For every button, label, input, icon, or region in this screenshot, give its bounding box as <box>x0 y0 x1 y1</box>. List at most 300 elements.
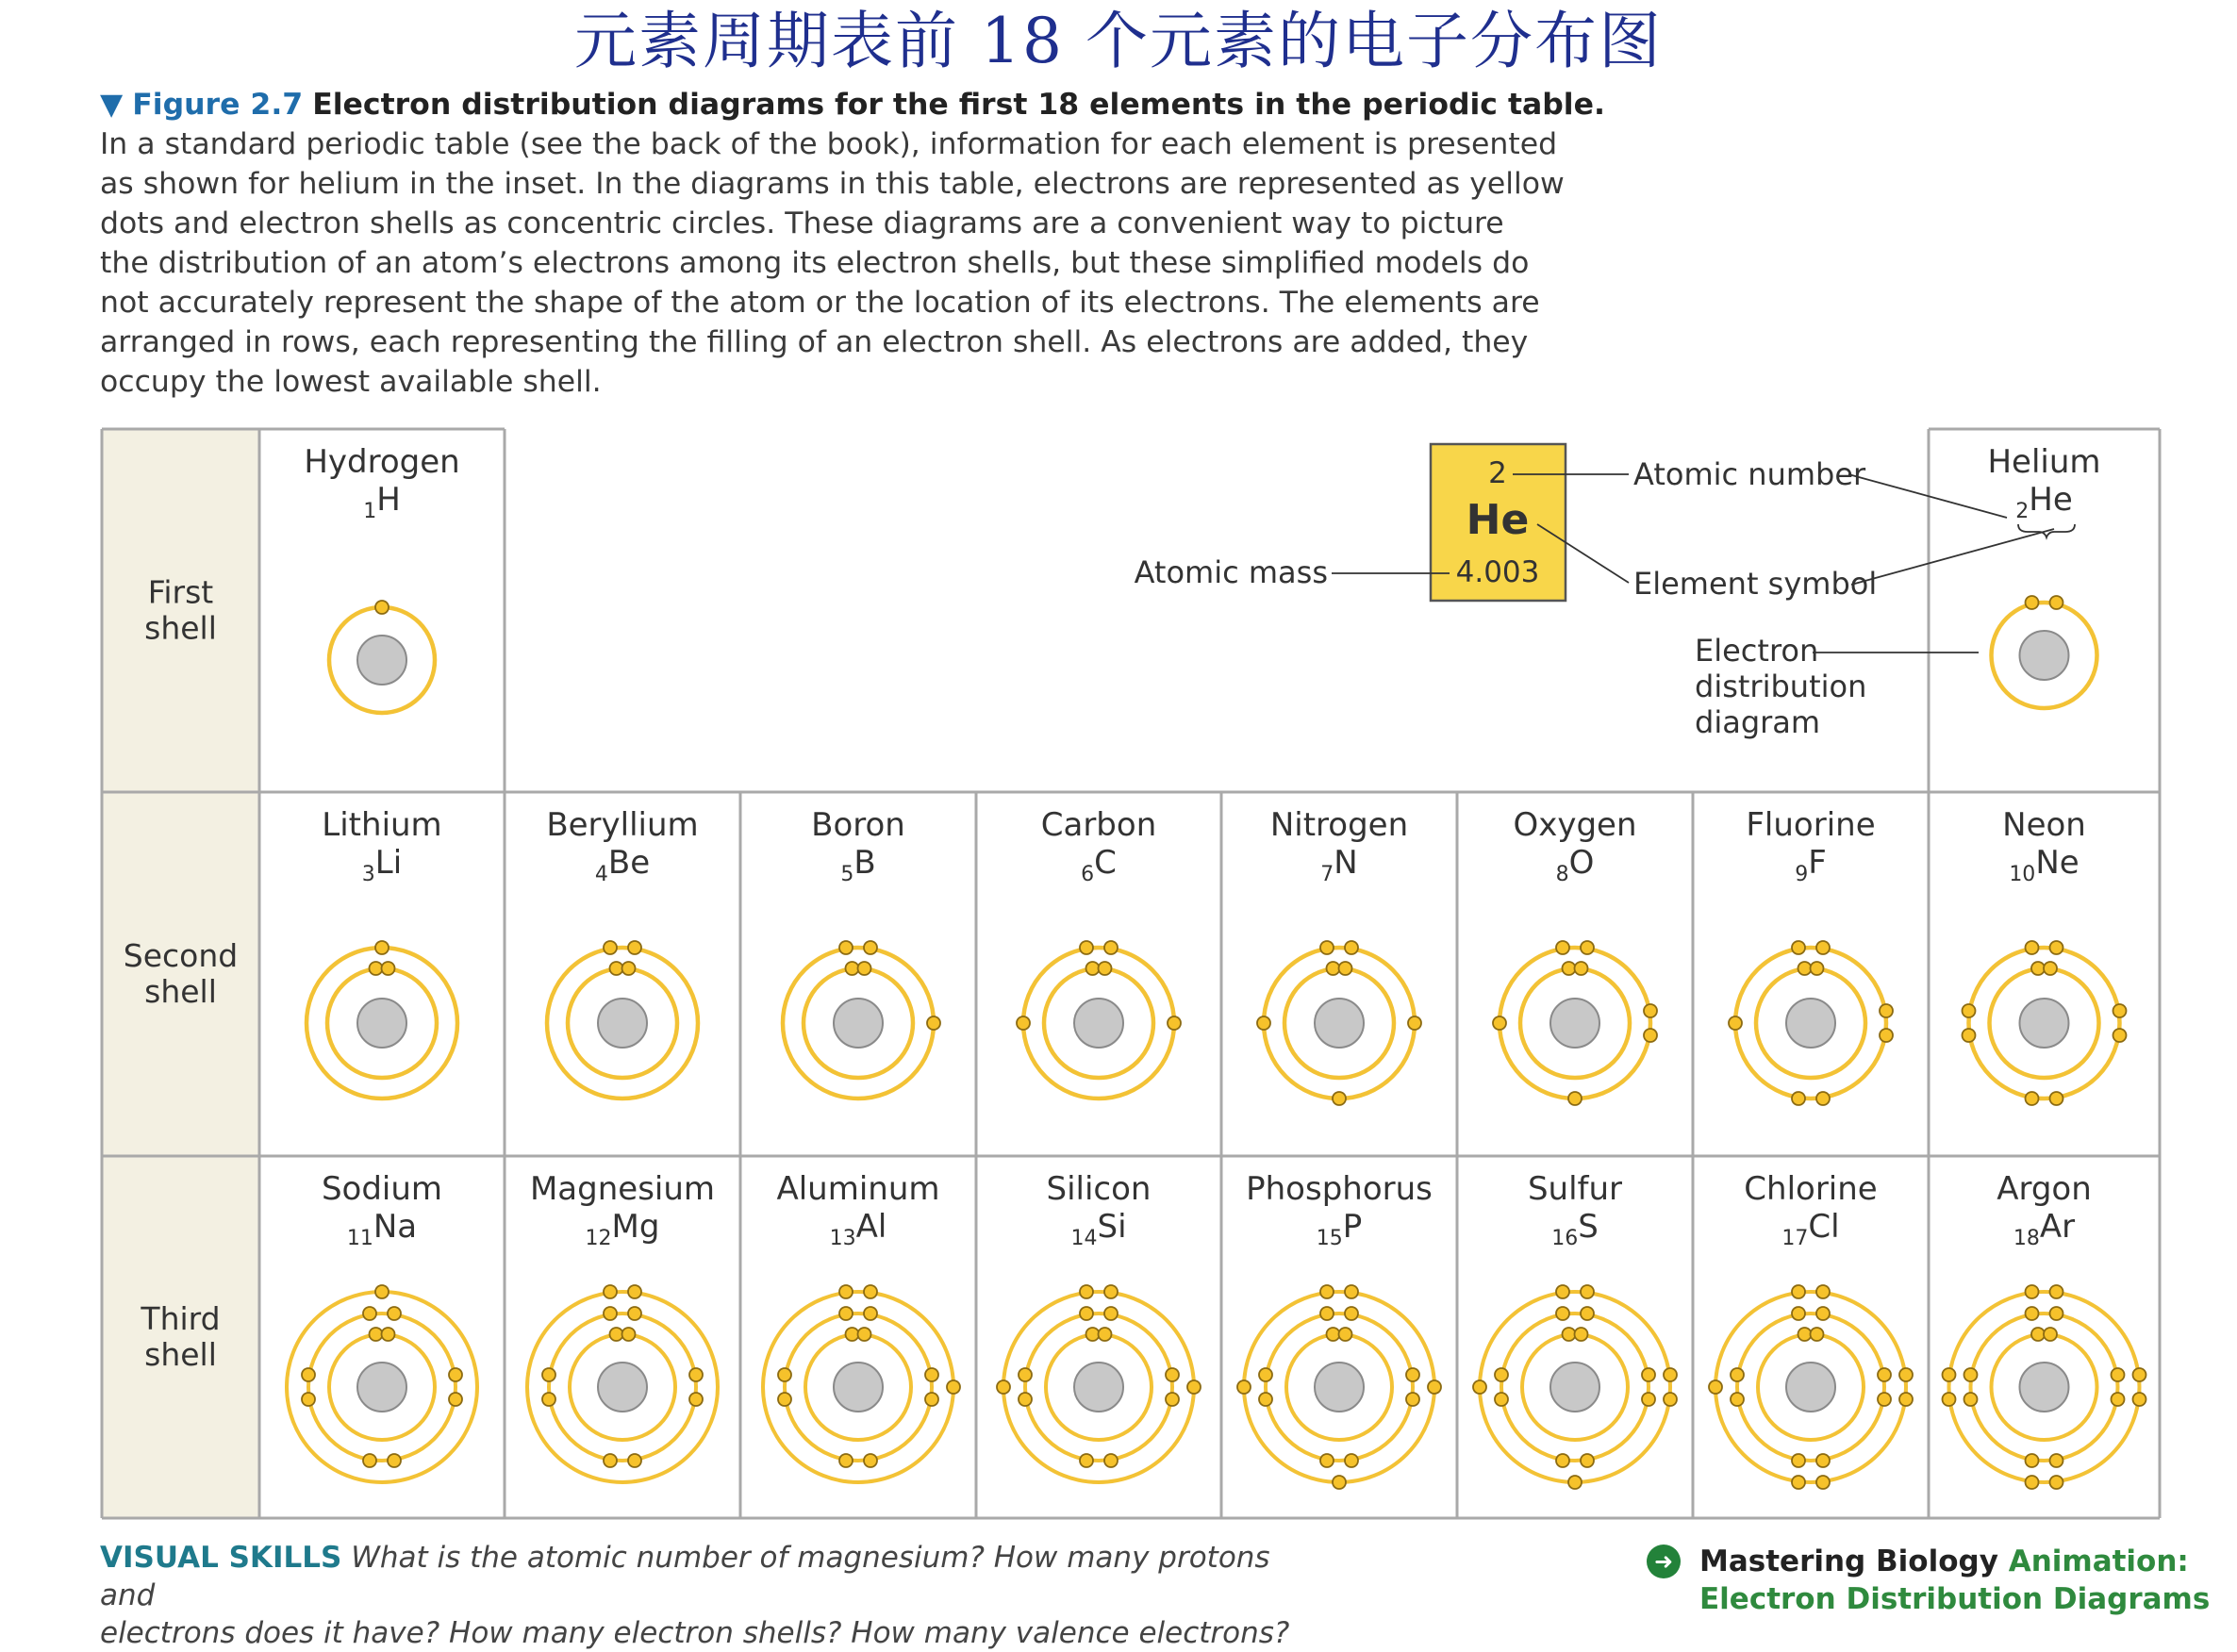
atom-diagram <box>1963 941 2127 1105</box>
electron-dot <box>1816 1307 1830 1320</box>
atomic-number: 14 <box>1070 1227 1098 1250</box>
element-name: Carbon <box>1040 806 1157 844</box>
electron-dot <box>1556 1454 1569 1467</box>
electron-dot <box>604 941 617 954</box>
electron-dot <box>2044 1328 2057 1341</box>
electron-dot <box>302 1368 315 1381</box>
shell-row-label: First <box>147 573 214 611</box>
electron-dot <box>1798 1328 1812 1341</box>
electron-dot <box>2050 1092 2063 1105</box>
atomic-number: 17 <box>1781 1227 1809 1250</box>
electron-dot <box>1880 1004 1893 1017</box>
atom-diagram <box>1473 1285 1677 1489</box>
atom-diagram <box>329 601 435 713</box>
electron-dot <box>864 941 877 954</box>
atomic-number: 12 <box>585 1227 612 1250</box>
electron-dot <box>1792 1476 1805 1489</box>
electron-dot <box>1816 941 1830 954</box>
electron-dot <box>1899 1368 1913 1381</box>
page-heading: 元素周期表前 18 个元素的电子分布图 <box>574 5 1663 77</box>
electron-dot <box>1581 1454 1594 1467</box>
electron-dot <box>604 1454 617 1467</box>
electron-dot <box>1575 962 1588 975</box>
electron-dot <box>302 1393 315 1406</box>
mastering-biology-link[interactable] <box>1647 1543 2212 1618</box>
electron-dot <box>1257 1016 1270 1030</box>
caption-line: not accurately represent the shape of the atom or the location of its electrons. The elements are <box>100 286 1540 320</box>
electron-dot <box>1099 1328 1112 1341</box>
element-symbol-letters: C <box>1094 844 1117 882</box>
electron-dot <box>388 1454 401 1467</box>
electron-dot <box>628 1285 641 1298</box>
nucleus <box>598 999 647 1048</box>
element-symbol <box>347 1208 417 1250</box>
atom-diagram <box>1709 1285 1913 1489</box>
caption-line: the distribution of an atom’s electrons among its electron shells, but these simplified models do <box>100 246 1530 280</box>
electron-dot <box>1327 962 1340 975</box>
electron-dot <box>1080 1307 1093 1320</box>
atom-diagram <box>547 941 698 1099</box>
electron-dot <box>858 1328 871 1341</box>
electron-dot <box>1581 1307 1594 1320</box>
element-name: Lithium <box>322 806 442 844</box>
electron-dot <box>1943 1393 1956 1406</box>
label-distribution: Electron <box>1695 633 1819 669</box>
atomic-number: 2 <box>2015 500 2030 523</box>
electron-dot <box>1320 941 1334 954</box>
element-symbol-letters: O <box>1568 844 1595 882</box>
electron-dot <box>1964 1393 1978 1406</box>
element-symbol-letters: S <box>1578 1208 1599 1246</box>
electron-dot <box>1345 1307 1358 1320</box>
element-cell-boron <box>783 806 940 1099</box>
electron-dot <box>382 962 395 975</box>
atom-diagram <box>287 1285 477 1482</box>
electron-dot <box>2026 1454 2039 1467</box>
electron-dot <box>1664 1393 1677 1406</box>
electron-dot <box>1166 1393 1179 1406</box>
element-symbol-letters: Mg <box>611 1208 660 1246</box>
electron-dot <box>1709 1380 1722 1394</box>
figure-number: Figure 2.7 <box>132 88 304 122</box>
helium-inset <box>1135 444 2075 740</box>
electron-dot <box>1086 962 1100 975</box>
element-symbol <box>586 1208 660 1250</box>
element-name: Hydrogen <box>304 443 460 481</box>
nucleus <box>1550 1363 1599 1412</box>
electron-dot <box>375 941 389 954</box>
element-name: Beryllium <box>546 806 699 844</box>
electron-dot <box>1816 1092 1830 1105</box>
electron-dot <box>1168 1016 1181 1030</box>
element-symbol <box>1081 844 1117 886</box>
electron-dot <box>1899 1393 1913 1406</box>
electron-dot <box>1943 1368 1956 1381</box>
electron-dot <box>1642 1368 1655 1381</box>
element-symbol <box>2015 481 2072 523</box>
element-name: Nitrogen <box>1269 806 1409 844</box>
atomic-number: 13 <box>829 1227 856 1250</box>
element-symbol-letters: Ar <box>2039 1208 2076 1246</box>
element-symbol-letters: B <box>853 844 876 882</box>
atom-diagram <box>1943 1285 2146 1489</box>
electron-dot <box>1556 941 1569 954</box>
electron-dot <box>927 1016 940 1030</box>
nucleus <box>2020 631 2069 680</box>
electron-dot <box>858 962 871 975</box>
element-symbol-letters: He <box>2029 481 2073 519</box>
caption-arrow-icon: ▼ <box>100 88 124 122</box>
element-symbol <box>1317 1208 1363 1250</box>
element-symbol-letters: Ne <box>2035 844 2080 882</box>
element-cell-oxygen <box>1493 806 1657 1105</box>
shell-row-label: shell <box>144 973 217 1010</box>
element-symbol <box>840 844 875 886</box>
element-cell-sodium <box>287 1170 477 1482</box>
atom-diagram <box>1257 941 1421 1105</box>
element-cell-magnesium <box>527 1170 718 1482</box>
electron-dot <box>1237 1380 1251 1394</box>
electron-dot <box>1104 941 1118 954</box>
atom-diagram <box>1992 596 2097 708</box>
electron-dot <box>1811 1328 1824 1341</box>
nucleus <box>1550 999 1599 1048</box>
electron-dot <box>1878 1368 1891 1381</box>
visual-skills-question: What is the atomic number of magnesium? How many protons and <box>100 1541 1270 1612</box>
nucleus <box>357 999 406 1048</box>
caption-line: In a standard periodic table (see the back of the book), information for each element is presented <box>100 127 1558 161</box>
electron-dot <box>628 1454 641 1467</box>
element-cell-lithium <box>307 806 457 1099</box>
electron-dot <box>1320 1307 1334 1320</box>
electron-dot <box>1019 1393 1032 1406</box>
arrow-right-circle-icon: ➜ <box>1647 1545 1681 1578</box>
electron-dot <box>1798 962 1812 975</box>
electron-dot <box>2026 1476 2039 1489</box>
electron-dot <box>1644 1004 1657 1017</box>
electron-dot <box>1878 1393 1891 1406</box>
electron-dot <box>2026 1307 2039 1320</box>
inset-atomic-mass: 4.003 <box>1455 555 1540 589</box>
electron-dot <box>1563 962 1576 975</box>
atomic-number: 11 <box>346 1227 373 1250</box>
electron-dot <box>846 1328 859 1341</box>
atomic-number: 18 <box>2013 1227 2040 1250</box>
caption-line: occupy the lowest available shell. <box>100 365 602 399</box>
element-cell-silicon <box>997 1170 1201 1482</box>
electron-dot <box>1473 1380 1486 1394</box>
electron-dot <box>1568 1476 1582 1489</box>
electron-dot <box>2026 941 2039 954</box>
electron-dot <box>839 1307 853 1320</box>
element-name: Magnesium <box>529 1170 716 1208</box>
electron-dot <box>2113 1004 2127 1017</box>
electron-dot <box>2113 1029 2127 1042</box>
electron-dot <box>1556 1285 1569 1298</box>
element-name: Oxygen <box>1513 806 1637 844</box>
caption-line: arranged in rows, each representing the filling of an electron shell. As electrons are added, they <box>100 325 1529 359</box>
shell-row-label: shell <box>144 1336 217 1373</box>
element-symbol <box>2013 1208 2075 1250</box>
element-cell-neon <box>1963 806 2127 1105</box>
electron-dot <box>864 1285 877 1298</box>
electron-dot <box>1345 1454 1358 1467</box>
electron-dot <box>2050 1454 2063 1467</box>
atomic-number: 10 <box>2009 863 2036 886</box>
electron-dot <box>628 1307 641 1320</box>
electron-dot <box>1642 1393 1655 1406</box>
element-symbol <box>2009 844 2079 886</box>
element-symbol <box>1781 1208 1839 1250</box>
electron-dot <box>1408 1016 1421 1030</box>
element-cell-carbon <box>1017 806 1181 1099</box>
electron-dot <box>839 941 853 954</box>
electron-dot <box>1104 1454 1118 1467</box>
electron-dot <box>778 1393 791 1406</box>
electron-dot <box>947 1380 960 1394</box>
electron-dot <box>1339 962 1352 975</box>
atomic-number: 9 <box>1795 863 1809 886</box>
atom-diagram <box>997 1285 1201 1482</box>
electron-dot <box>370 1328 383 1341</box>
electron-dot <box>2044 962 2057 975</box>
electron-dot <box>1816 1476 1830 1489</box>
mastering-title: Electron Distribution Diagrams <box>1699 1582 2211 1616</box>
atomic-number: 15 <box>1316 1227 1343 1250</box>
electron-dot <box>1963 1004 1976 1017</box>
atomic-number: 8 <box>1555 863 1569 886</box>
atomic-number: 3 <box>361 863 375 886</box>
atomic-number: 5 <box>840 863 854 886</box>
electron-dot <box>689 1368 703 1381</box>
atomic-number: 1 <box>363 500 377 523</box>
element-name: Chlorine <box>1744 1170 1878 1208</box>
electron-dot <box>1428 1380 1441 1394</box>
electron-dot <box>1345 941 1358 954</box>
electron-dot <box>997 1380 1010 1394</box>
electron-dot <box>449 1368 462 1381</box>
electron-dot <box>1644 1029 1657 1042</box>
element-symbol-letters: Si <box>1097 1208 1127 1246</box>
electron-dot <box>1406 1393 1419 1406</box>
electron-dot <box>1568 1092 1582 1105</box>
nucleus <box>1315 1363 1364 1412</box>
electron-dot <box>1086 1328 1100 1341</box>
element-name: Helium <box>1987 443 2101 481</box>
nucleus <box>357 636 406 685</box>
label-atomic-mass: Atomic mass <box>1134 554 1328 590</box>
nucleus <box>2020 1363 2069 1412</box>
electron-dot <box>1581 941 1594 954</box>
electron-dot <box>1581 1285 1594 1298</box>
leader-line <box>1851 529 2054 585</box>
atom-diagram <box>1493 941 1657 1105</box>
visual-skills-question: electrons does it have? How many electron shells? How many valence electrons? <box>100 1616 1290 1650</box>
electron-dot <box>1792 941 1805 954</box>
electron-dot <box>622 1328 636 1341</box>
element-symbol-letters: Li <box>374 844 403 882</box>
atom-diagram <box>527 1285 718 1482</box>
electron-dot <box>1080 941 1093 954</box>
electron-dot <box>375 1285 389 1298</box>
electron-dot <box>2050 1307 2063 1320</box>
electron-dot <box>925 1368 938 1381</box>
electron-dot <box>2050 1476 2063 1489</box>
element-name: Silicon <box>1046 1170 1152 1208</box>
electron-dot <box>610 1328 623 1341</box>
electron-dot <box>1345 1285 1358 1298</box>
electron-dot <box>449 1393 462 1406</box>
electron-dot <box>2133 1393 2146 1406</box>
electron-dot <box>1339 1328 1352 1341</box>
element-symbol <box>595 844 650 886</box>
electron-dot <box>2050 1285 2063 1298</box>
electron-dot <box>1327 1328 1340 1341</box>
element-symbol-letters: H <box>376 481 401 519</box>
electron-dot <box>2031 962 2045 975</box>
electron-dot <box>1575 1328 1588 1341</box>
electron-dot <box>1166 1368 1179 1381</box>
caption-line: as shown for helium in the inset. In the diagrams in this table, electrons are represented as yellow <box>100 167 1565 201</box>
element-symbol-letters: F <box>1808 844 1827 882</box>
electron-dot <box>2026 1285 2039 1298</box>
electron-dot <box>622 962 636 975</box>
electron-dot <box>1333 1092 1346 1105</box>
nucleus <box>1315 999 1364 1048</box>
element-symbol-letters: P <box>1342 1208 1363 1246</box>
electron-dot <box>1816 1454 1830 1467</box>
electron-dot <box>1493 1016 1506 1030</box>
figure-title: Electron distribution diagrams for the first 18 elements in the periodic table. <box>312 88 1605 122</box>
nucleus <box>598 1363 647 1412</box>
electron-dot <box>1099 962 1112 975</box>
electron-dot <box>1664 1368 1677 1381</box>
electron-dot <box>1792 1454 1805 1467</box>
electron-dot <box>1259 1368 1272 1381</box>
electron-dot <box>370 962 383 975</box>
element-cell-beryllium <box>546 806 698 1099</box>
mastering-brand: Mastering Biology <box>1699 1545 1998 1578</box>
element-cell-sulfur <box>1473 1170 1677 1489</box>
electron-dot <box>2026 1092 2039 1105</box>
shell-row-label: shell <box>144 609 217 647</box>
nucleus <box>834 999 883 1048</box>
electron-dot <box>1556 1307 1569 1320</box>
inset-symbol: He <box>1466 496 1530 544</box>
label-atomic-number: Atomic number <box>1633 456 1866 492</box>
electron-dot <box>2031 1328 2045 1341</box>
element-name: Sulfur <box>1527 1170 1623 1208</box>
element-symbol <box>1070 1208 1126 1250</box>
electron-dot <box>1963 1029 1976 1042</box>
electron-dot <box>1104 1307 1118 1320</box>
electron-dot <box>2112 1393 2125 1406</box>
inset-atomic-number: 2 <box>1488 456 1507 490</box>
electron-dot <box>1792 1285 1805 1298</box>
electron-dot <box>1320 1454 1334 1467</box>
electron-dot <box>1080 1454 1093 1467</box>
electron-dot <box>1406 1368 1419 1381</box>
electron-dot <box>1792 1307 1805 1320</box>
electron-dot <box>1495 1368 1508 1381</box>
electron-dot <box>1333 1476 1346 1489</box>
electron-dot <box>604 1307 617 1320</box>
atom-diagram <box>1237 1285 1441 1489</box>
element-cell-nitrogen <box>1257 806 1421 1105</box>
nucleus <box>1786 1363 1835 1412</box>
element-name: Phosphorus <box>1246 1170 1433 1208</box>
shell-row-label: Third <box>141 1300 221 1337</box>
mastering-kind: Animation: <box>2008 1545 2189 1578</box>
element-symbol <box>363 481 401 523</box>
atom-diagram <box>763 1285 960 1482</box>
element-name: Argon <box>1997 1170 2092 1208</box>
element-symbol <box>1551 1208 1599 1250</box>
electron-dot <box>542 1368 555 1381</box>
electron-dot <box>604 1285 617 1298</box>
nucleus <box>357 1363 406 1412</box>
nucleus <box>1786 999 1835 1048</box>
electron-dot <box>375 601 389 614</box>
atom-diagram <box>783 941 940 1099</box>
electron-dot <box>2050 596 2063 609</box>
atomic-number: 16 <box>1551 1227 1579 1250</box>
electron-dot <box>1104 1285 1118 1298</box>
electron-dot <box>1964 1368 1978 1381</box>
element-symbol <box>362 844 402 886</box>
caption-line: dots and electron shells as concentric circles. These diagrams are a convenient way to picture <box>100 206 1504 240</box>
electron-dot <box>388 1307 401 1320</box>
electron-dot <box>2133 1368 2146 1381</box>
nucleus <box>1074 999 1123 1048</box>
visual-skills-label: VISUAL SKILLS <box>100 1541 342 1575</box>
electron-dot <box>1259 1393 1272 1406</box>
electron-dot <box>1816 1285 1830 1298</box>
element-name: Neon <box>2002 806 2086 844</box>
electron-dot <box>778 1368 791 1381</box>
label-distribution: distribution <box>1695 669 1867 704</box>
element-symbol <box>1556 844 1595 886</box>
atomic-number: 4 <box>594 863 608 886</box>
electron-dot <box>2050 941 2063 954</box>
element-cell-phosphorus <box>1237 1170 1441 1489</box>
electron-dot <box>1792 1092 1805 1105</box>
element-symbol-letters: Cl <box>1808 1208 1840 1246</box>
element-name: Boron <box>811 806 905 844</box>
electron-dot <box>1729 1016 1742 1030</box>
visual-skills <box>100 1539 1326 1652</box>
atomic-number: 6 <box>1081 863 1095 886</box>
electron-dot <box>1731 1393 1744 1406</box>
element-symbol <box>1795 844 1827 886</box>
element-symbol <box>830 1208 887 1250</box>
shell-row-label: Second <box>123 937 239 974</box>
element-symbol-letters: N <box>1334 844 1358 882</box>
electron-dot <box>1731 1368 1744 1381</box>
element-name: Fluorine <box>1746 806 1876 844</box>
element-cell-aluminum <box>763 1170 960 1482</box>
electron-dot <box>846 962 859 975</box>
element-cell-chlorine <box>1709 1170 1913 1489</box>
electron-dot <box>1187 1380 1201 1394</box>
electron-dot <box>610 962 623 975</box>
electron-dot <box>864 1454 877 1467</box>
atom-diagram <box>1017 941 1181 1099</box>
electron-dot <box>689 1393 703 1406</box>
electron-dot <box>363 1307 376 1320</box>
element-name: Sodium <box>321 1170 443 1208</box>
element-symbol-letters: Be <box>607 844 651 882</box>
